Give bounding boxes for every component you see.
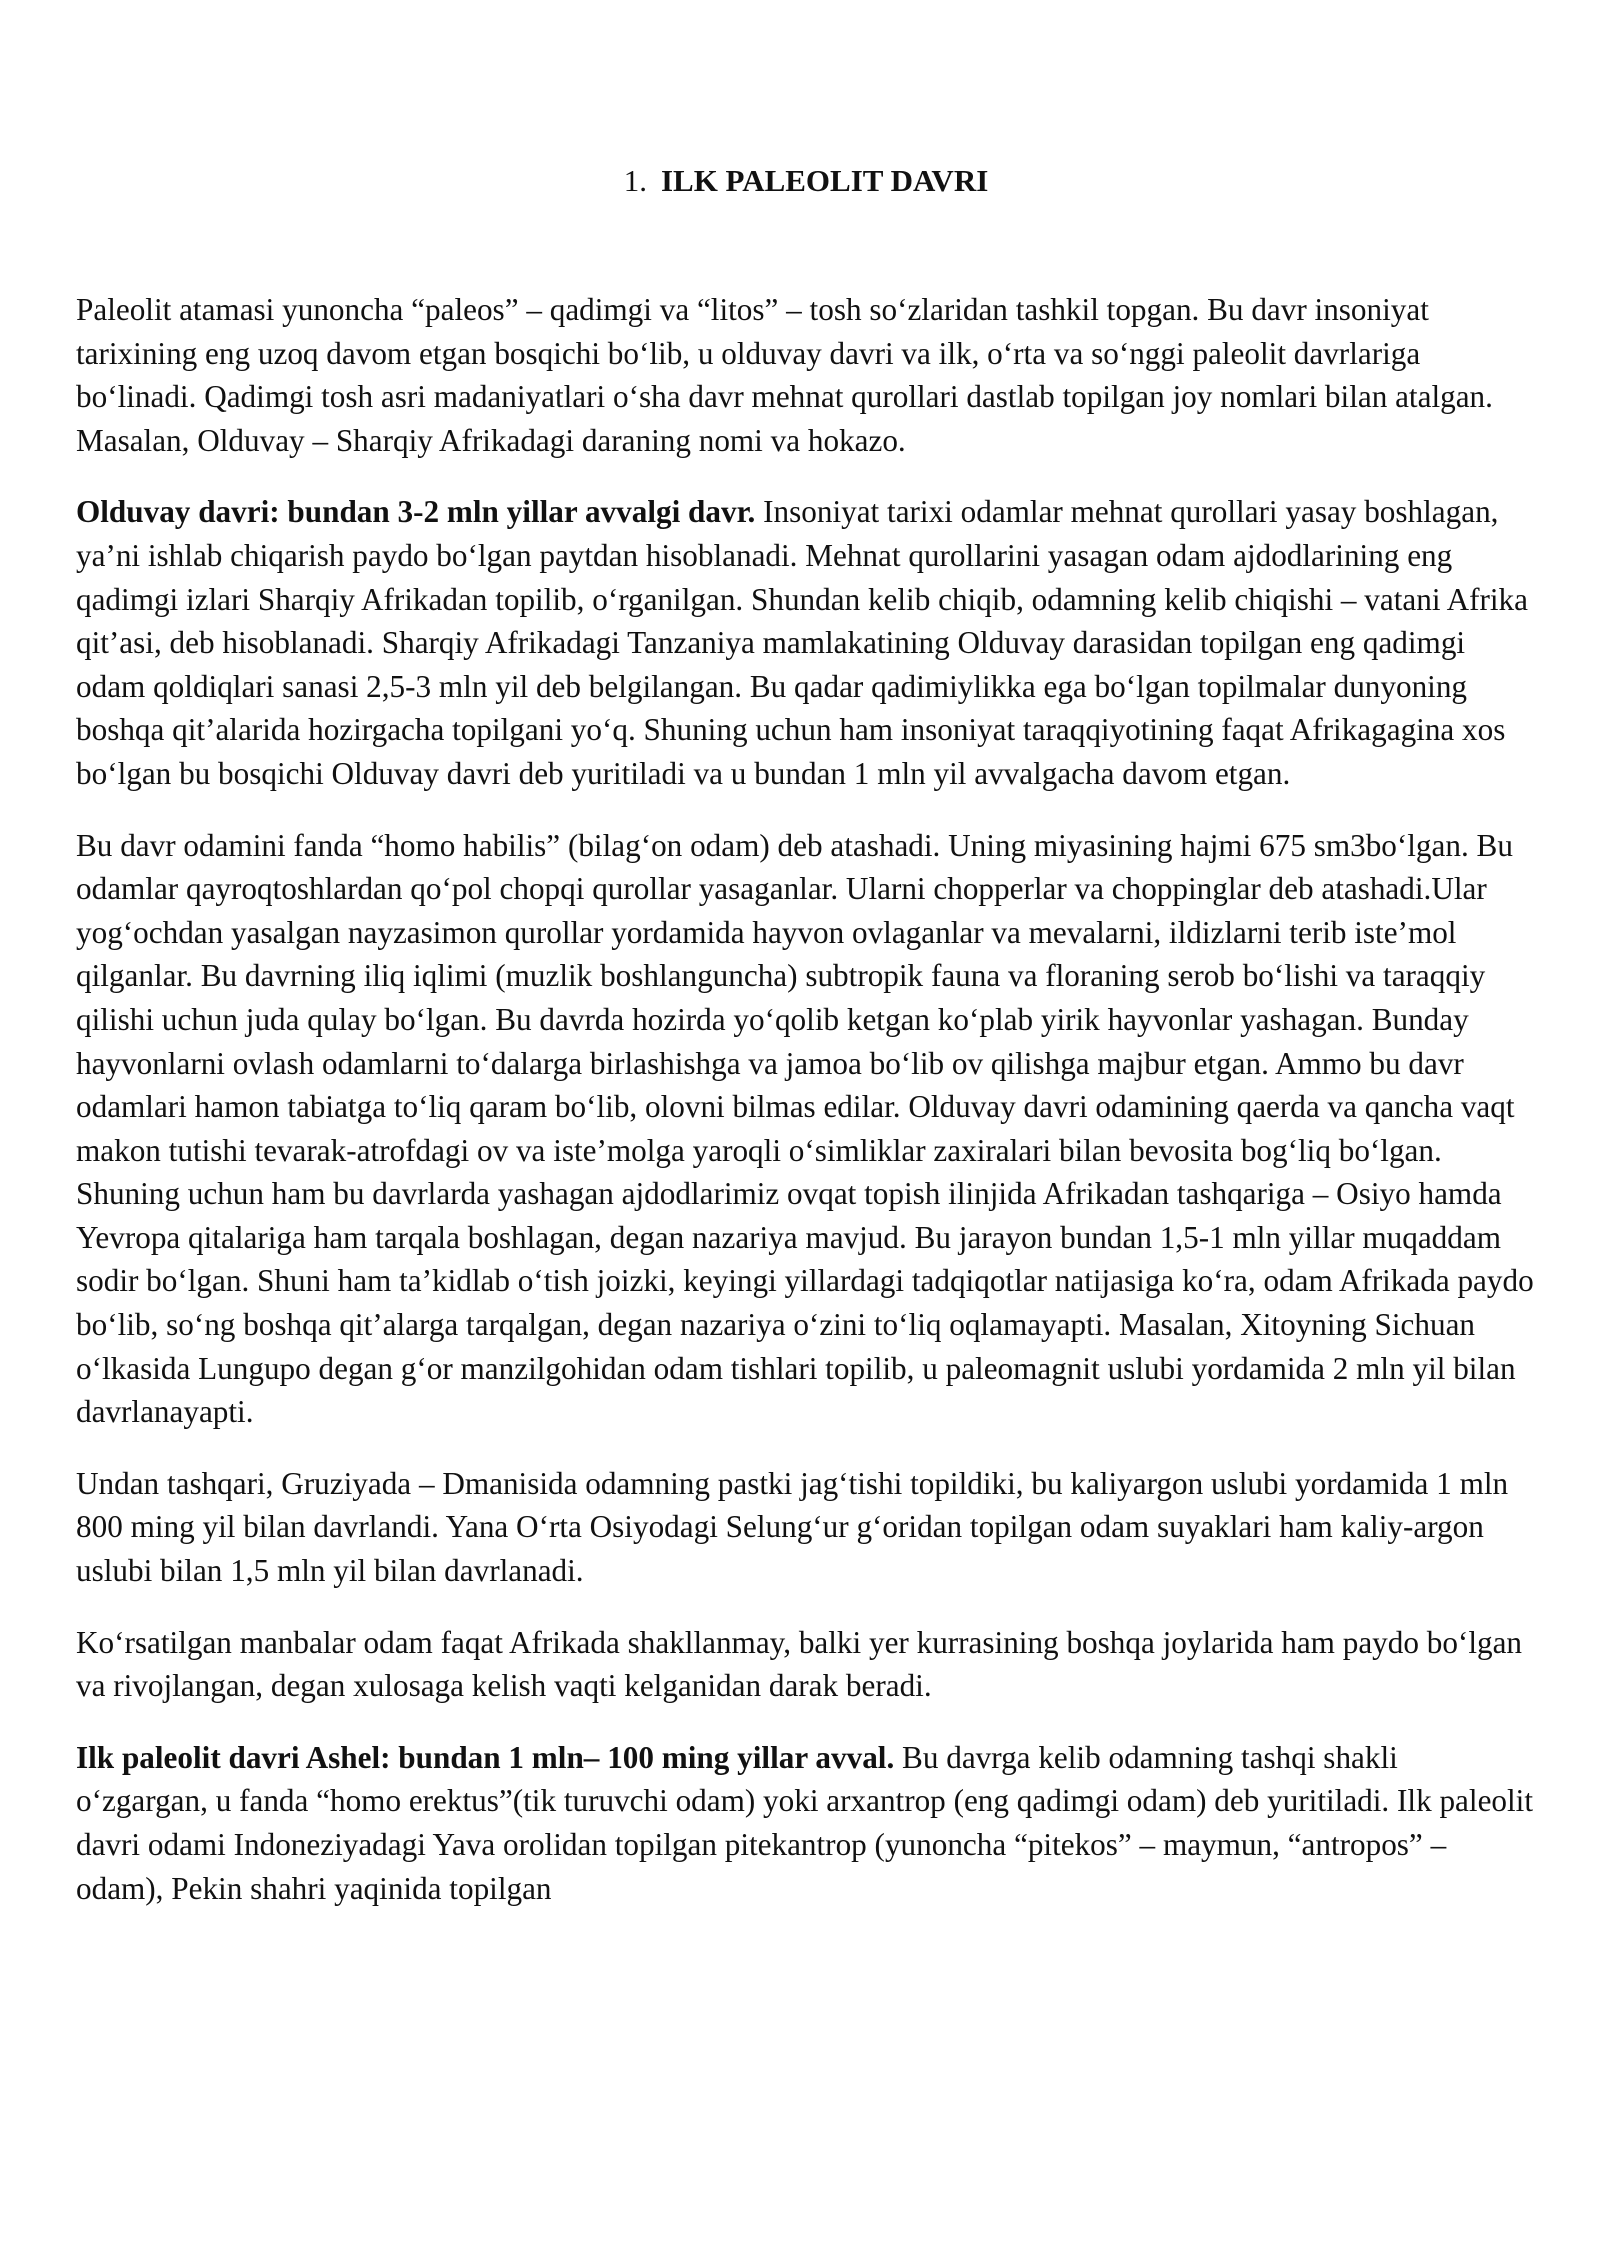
heading-text: ILK PALEOLIT DAVRI: [660, 162, 989, 198]
document-body: [76, 288, 1536, 1938]
paragraph-5: [76, 1621, 1536, 1708]
paragraph-5-text: Ko‘rsatilgan manbalar odam faqat Afrikada shakllanmay, balki yer kurrasining boshqa joylarida ham paydo bo‘lgan va rivojlangan, degan xulosaga kelish vaqti kelganidan darak beradi.: [76, 1624, 1523, 1704]
paragraph-2-text: Insoniyat tarixi odamlar mehnat qurollari yasay boshlagan, ya’ni ishlab chiqarish paydo bo‘lgan paytdan hisoblanadi. Mehnat qurollarini yasagan odam ajdodlarining eng qadimgi izlari Sharqiy Afrikadan topilib, o‘rganilgan. Shundan kelib chiqib, odamning kelib chiqishi – vatani Afrika qit’asi, deb hisoblanadi. Sharqiy Afrikadagi Tanzaniya mamlakatining Olduvay darasidan topilgan eng qadimgi odam qoldiqlari sanasi 2,5-3 mln yil deb belgilangan. Bu qadar qadimiylikka ega bo‘lgan topilmalar dunyoning boshqa qit’alarida hozirgacha topilgani yo‘q. Shuning uchun ham insoniyat taraqqiyotining faqat Afrikagagina xos bo‘lgan bu bosqichi Olduvay davri deb yuritiladi va u bundan 1 mln yil avvalgacha davom etgan.: [76, 494, 1528, 791]
paragraph-4-text: Undan tashqari, Gruziyada – Dmanisida odamning pastki jag‘tishi topildiki, bu kaliyargon uslubi yordamida 1 mln 800 ming yil bilan davrlandi. Yana O‘rta Osiyodagi Selung‘ur g‘oridan topilgan odam suyaklari ham kaliy-argon uslubi bilan 1,5 mln yil bilan davrlanadi.: [76, 1465, 1509, 1589]
paragraph-1-text: Paleolit atamasi yunoncha “paleos” – qadimgi va “litos” – tosh so‘zlaridan tashkil topgan. Bu davr insoniyat tarixining eng uzoq davom etgan bosqichi bo‘lib, u olduvay davri va ilk, o‘rta va so‘nggi paleolit davrlariga bo‘linadi. Qadimgi tosh asri madaniyatlari o‘sha davr mehnat qurollari dastlab topilgan joy nomlari bilan atalgan. Masalan, Olduvay – Sharqiy Afrikadagi daraning nomi va hokazo.: [76, 292, 1493, 458]
paragraph-6-bold-lead: Ilk paleolit davri Ashel: bundan 1 mln– 100 ming yillar avval.: [76, 1739, 895, 1775]
paragraph-2-bold-lead: Olduvay davri: bundan 3-2 mln yillar avvalgi davr.: [76, 494, 756, 530]
paragraph-6: [76, 1736, 1536, 1910]
paragraph-2: [76, 490, 1536, 795]
paragraph-1: [76, 288, 1536, 462]
paragraph-6-text: Bu davrga kelib odamning tashqi shakli o‘zgargan, u fanda “homo erektus”(tik turuvchi odam) yoki arxantrop (eng qadimgi odam) deb yuritiladi. Ilk paleolit davri odami Indoneziyadagi Yava orolidan topilgan pitekantrop (yunoncha “pitekos” – maymun, “antropos” – odam), Pekin shahri yaqinida topilgan: [76, 1739, 1533, 1906]
heading-number: 1.: [623, 162, 647, 198]
paragraph-3: [76, 824, 1536, 1434]
paragraph-4: [76, 1462, 1536, 1593]
paragraph-3-text: Bu davr odamini fanda “homo habilis” (bilag‘on odam) deb atashadi. Uning miyasining hajmi 675 sm3bo‘lgan. Bu odamlar qayroqtoshlardan qo‘pol chopqi qurollar yasaganlar. Ularni chopperlar va choppinglar deb atashadi.Ular yog‘ochdan yasalgan nayzasimon qurollar yordamida hayvon ovlaganlar va mevalarni, ildizlarni terib iste’mol qilganlar. Bu davrning iliq iqlimi (muzlik boshlanguncha) subtropik fauna va floraning serob bo‘lishi va taraqqiy qilishi uchun juda qulay bo‘lgan. Bu davrda hozirda yo‘qolib ketgan ko‘plab yirik hayvonlar yashagan. Bunday hayvonlarni ovlash odamlarni to‘dalarga birlashishga va jamoa bo‘lib ov qilishga majbur etgan. Ammo bu davr odamlari hamon tabiatga to‘liq qaram bo‘lib, olovni bilmas edilar. Olduvay davri odamining qaerda va qancha vaqt makon tutishi tevarak-atrofdagi ov va iste’molga yaroqli o‘simliklar zaxiralari bilan bevosita bog‘liq bo‘lgan. Shuning uchun ham bu davrlarda yashagan ajdodlarimiz ovqat topish ilinjida Afrikadan tashqariga – Osiyo hamda Yevropa qitalariga ham tarqala boshlagan, degan nazariya mavjud. Bu jarayon bundan 1,5-1 mln yillar muqaddam sodir bo‘lgan. Shuni ham ta’kidlab o‘tish joizki, keyingi yillardagi tadqiqotlar natijasiga ko‘ra, odam Afrikada paydo bo‘lib, so‘ng boshqa qit’alarga tarqalgan, degan nazariya o‘zini to‘liq oqlamayapti. Masalan, Xitoyning Sichuan o‘lkasida Lungupo degan g‘or manzilgohidan odam tishlari topilib, u paleomagnit uslubi yordamida 2 mln yil bilan davrlanayapti.: [76, 827, 1534, 1430]
page-title: [76, 161, 1536, 201]
